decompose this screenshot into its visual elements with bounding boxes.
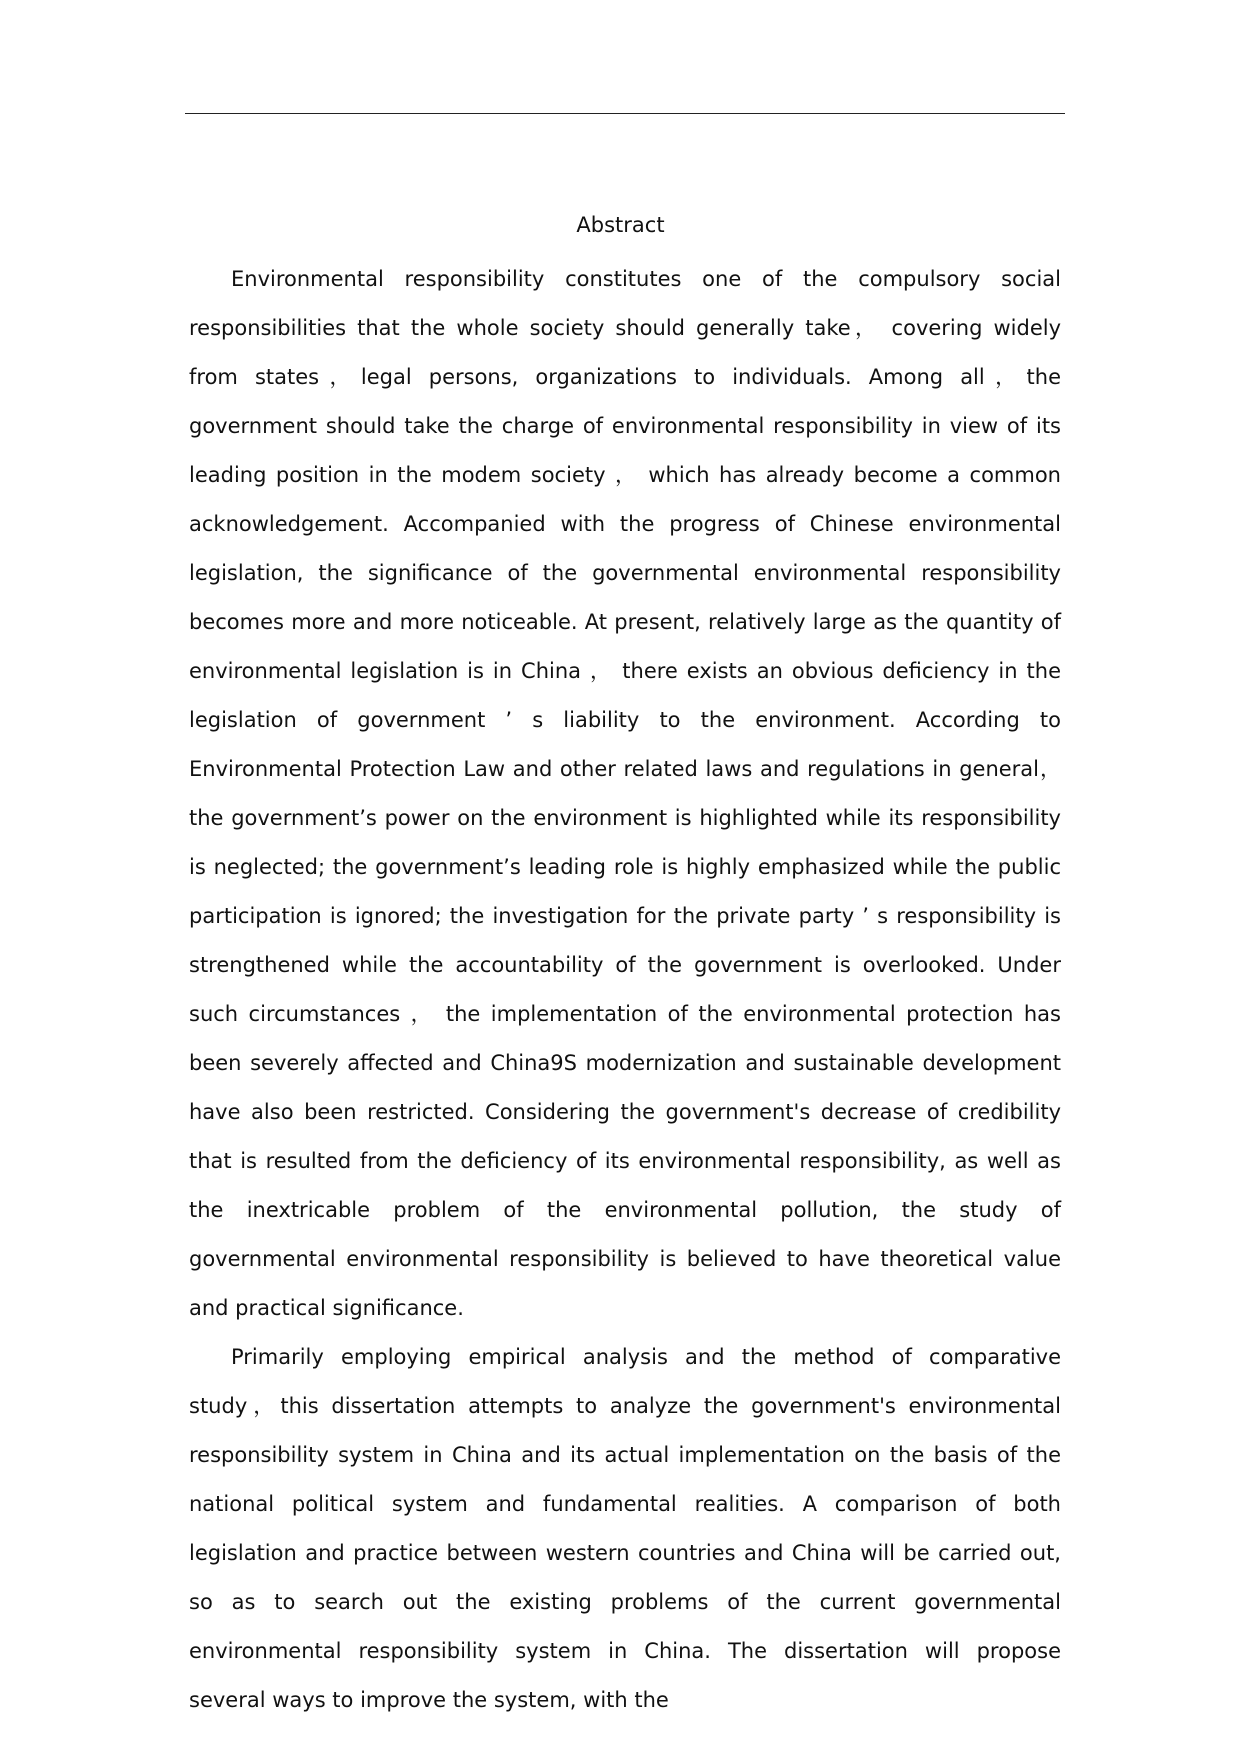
abstract-title: Abstract	[576, 213, 665, 237]
abstract-paragraph-1: Environmental responsibility constitutes one of the compulsory social responsibilities that the whole society should generally take， covering widely from states，legal persons, organizations to individuals. Among all，the government should take the charge of environmental responsibility in view of its leading position in the modem society ， which has already become a common acknowledgement. Accompanied with the progress of Chinese environmental legislation, the significance of the governmental environmental responsibility becomes more and more noticeable. At present, relatively large as the quantity of environmental legislation is in China ， there exists an obvious deficiency in the legislation of government ’ s liability to the environment. According to Environmental Protection Law and other related laws and regulations in general，the government’s power on the environment is highlighted while its responsibility is neglected; the government’s leading role is highly emphasized while the public participation is ignored; the investigation for the private party ’ s responsibility is strengthened while the accountability of the government is overlooked. Under such circumstances ， the implementation of the environmental protection has been severely affected and China9S modernization and sustainable development have also been restricted. Considering the government's decrease of credibility that is resulted from the deficiency of its environmental responsibility, as well as the inextricable problem of the environmental pollution, the study of governmental environmental responsibility is believed to have theoretical value and practical significance.	[189, 267, 1061, 1320]
header-rule	[185, 113, 1065, 114]
abstract-body	[189, 255, 1061, 1725]
abstract-paragraph-2: Primarily employing empirical analysis and the method of comparative study，this dissertation attempts to analyze the government's environmental responsibility system in China and its actual implementation on the basis of the national political system and fundamental realities. A comparison of both legislation and practice between western countries and China will be carried out, so as to search out the existing problems of the current governmental environmental responsibility system in China. The dissertation will propose several ways to improve the system, with the	[189, 1345, 1061, 1712]
